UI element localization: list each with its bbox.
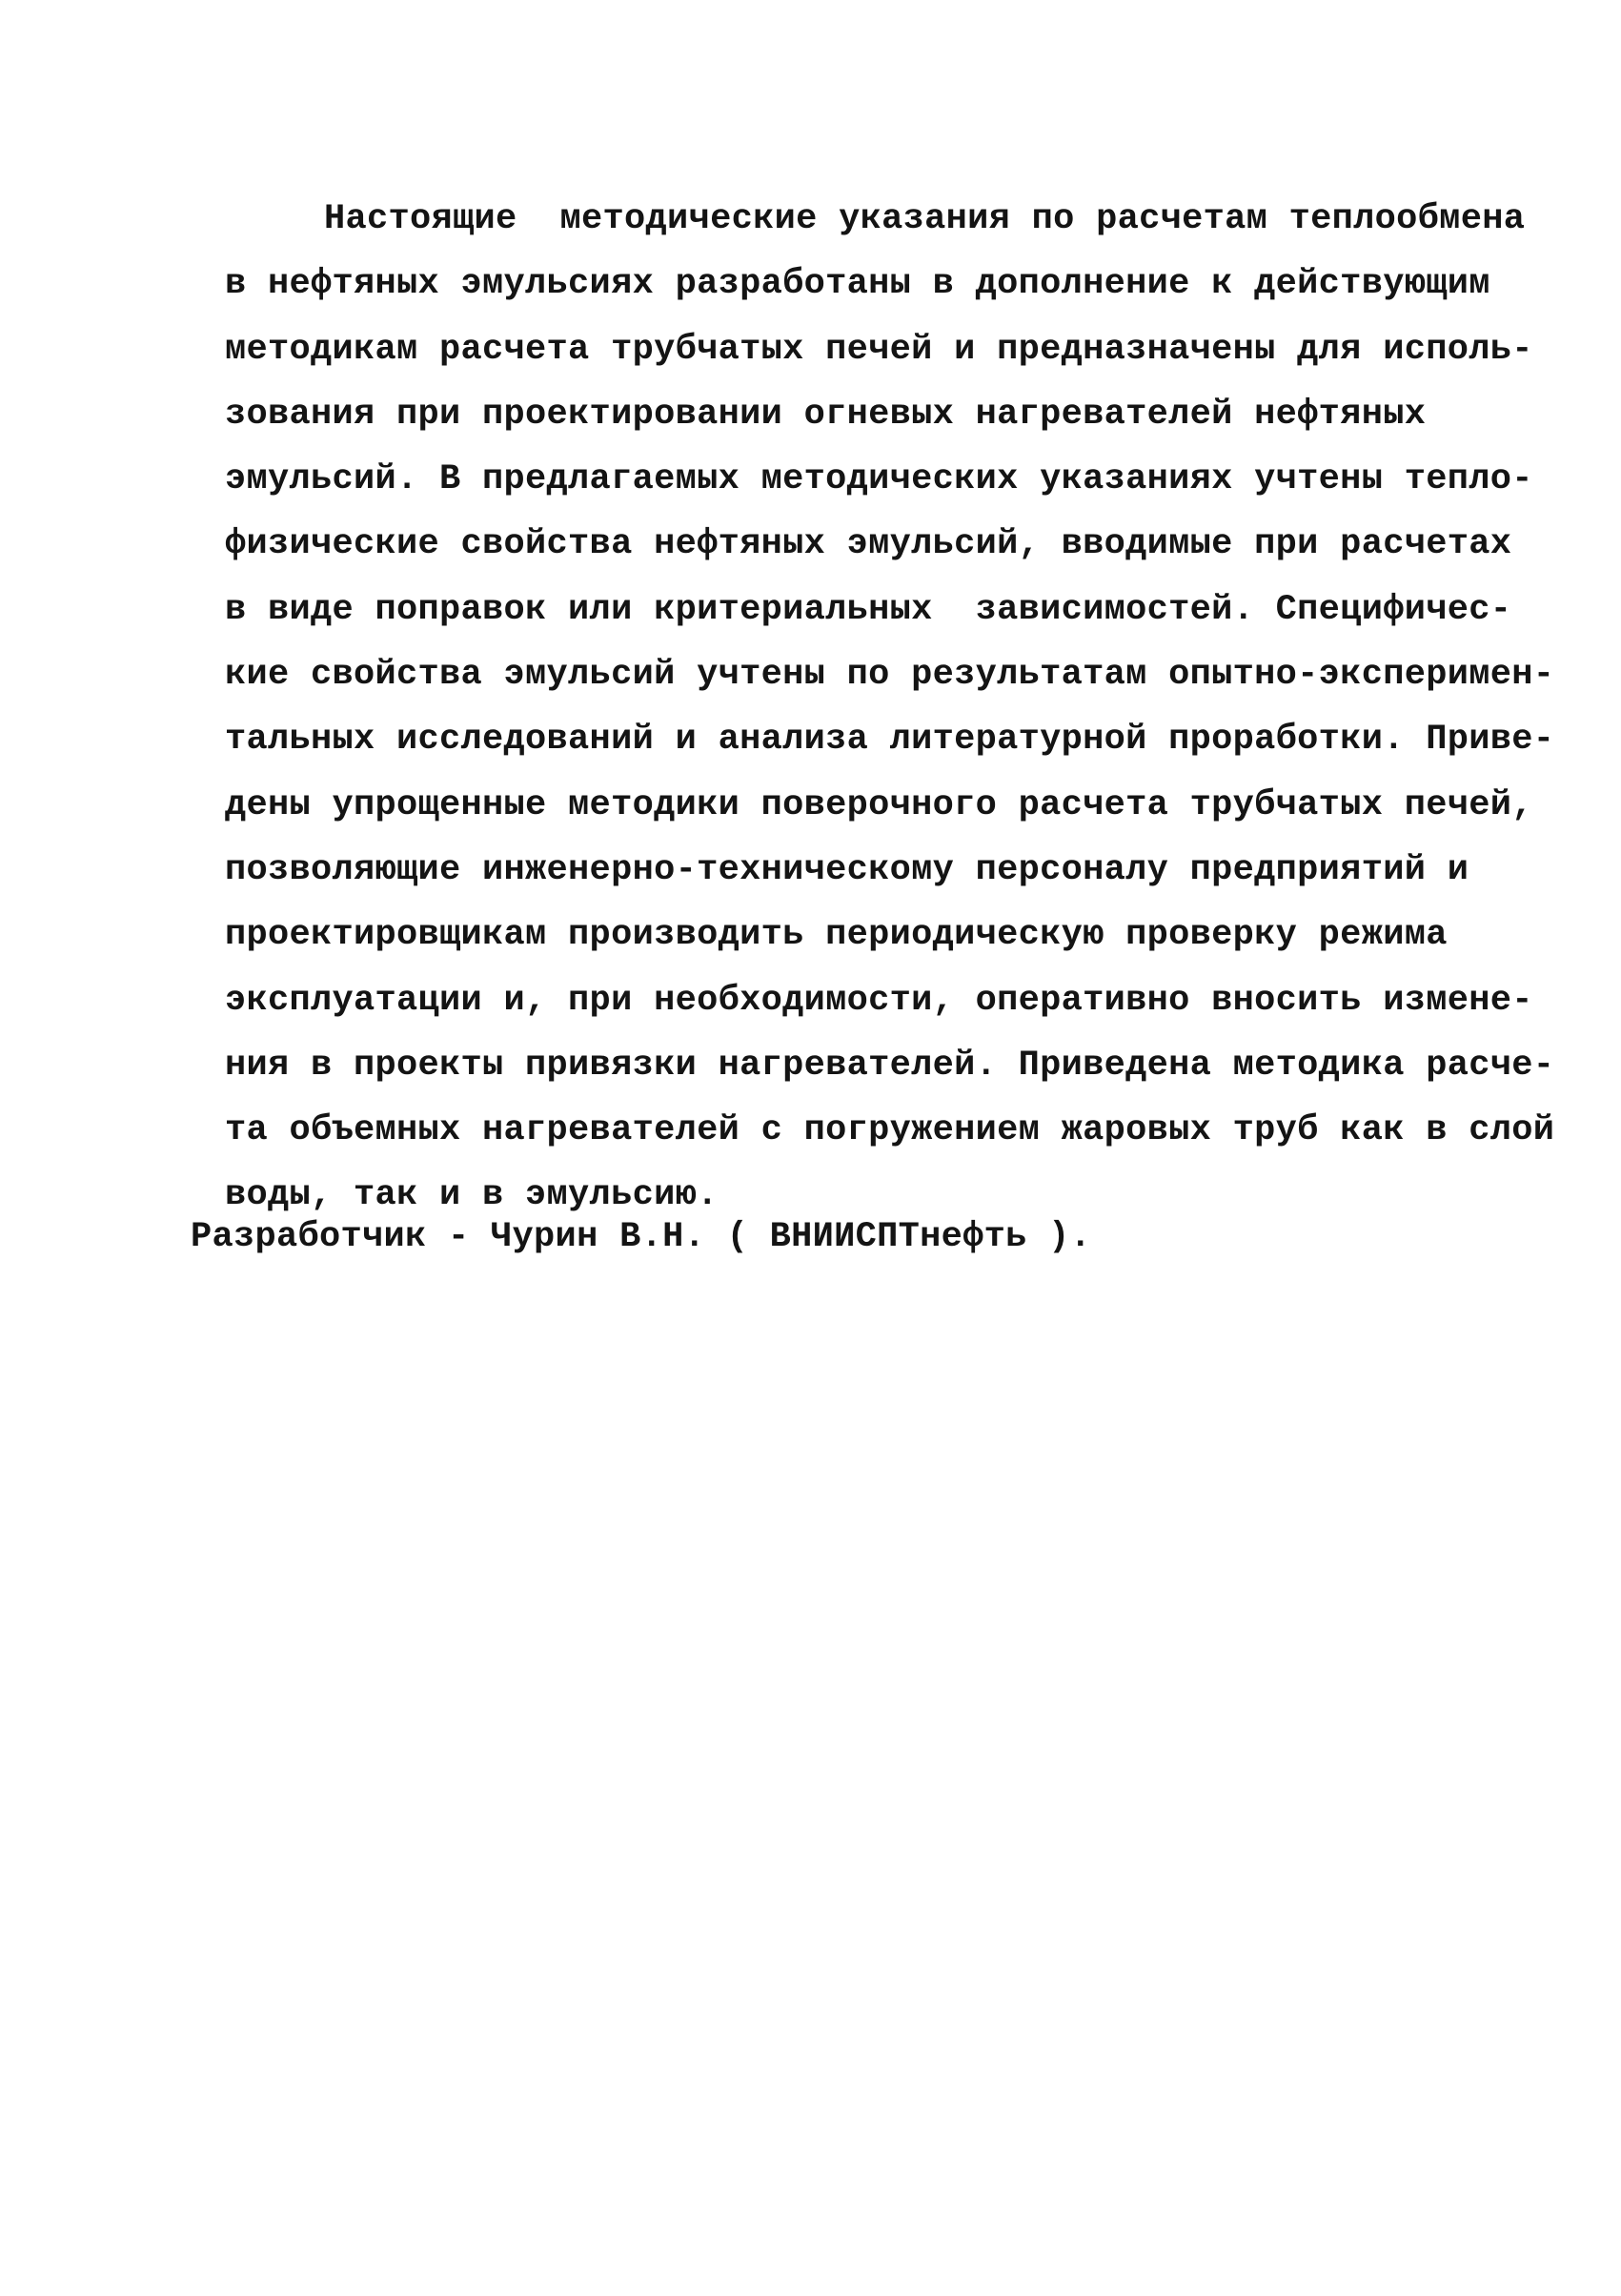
paragraph-line: проектировщикам производить периодическую проверку режима bbox=[225, 915, 1448, 956]
paragraph-line: Настоящие методические указания по расчетам теплообмена bbox=[324, 199, 1526, 239]
paragraph-line: зования при проектировании огневых нагревателей нефтяных bbox=[225, 394, 1427, 435]
paragraph-line: дены упрощенные методики поверочного расчета трубчатых печей, bbox=[225, 784, 1533, 825]
paragraph-line: та объемных нагревателей с погружением жаровых труб как в слой bbox=[225, 1110, 1555, 1151]
paragraph-line: ния в проекты привязки нагревателей. Приведена методика расче- bbox=[225, 1045, 1555, 1086]
paragraph-line: методикам расчета трубчатых печей и предназначены для исполь- bbox=[225, 329, 1533, 370]
paragraph-line: эмульсий. В предлагаемых методических указаниях учтены тепло- bbox=[225, 459, 1533, 500]
paragraph-line: в нефтяных эмульсиях разработаны в дополнение к действующим bbox=[225, 264, 1490, 305]
author-line: Разработчик - Чурин В.Н. ( ВНИИСПТнефть ). bbox=[191, 1217, 1092, 1257]
paragraph-line: тальных исследований и анализа литературной проработки. Приве- bbox=[225, 720, 1555, 761]
paragraph-line: в виде поправок или критериальных зависимостей. Специфичес- bbox=[225, 589, 1512, 630]
annotation-paragraph bbox=[225, 187, 1555, 1229]
paragraph-line: эксплуатации и, при необходимости, оперативно вносить измене- bbox=[225, 980, 1533, 1021]
paragraph-line: воды, так и в эмульсию. bbox=[225, 1175, 719, 1216]
paragraph-line: кие свойства эмульсий учтены по результатам опытно-эксперимен- bbox=[225, 655, 1555, 696]
paragraph-line: позволяющие инженерно-техническому персоналу предприятий и bbox=[225, 849, 1469, 890]
paragraph-line: физические свойства нефтяных эмульсий, вводимые при расчетах bbox=[225, 524, 1512, 565]
